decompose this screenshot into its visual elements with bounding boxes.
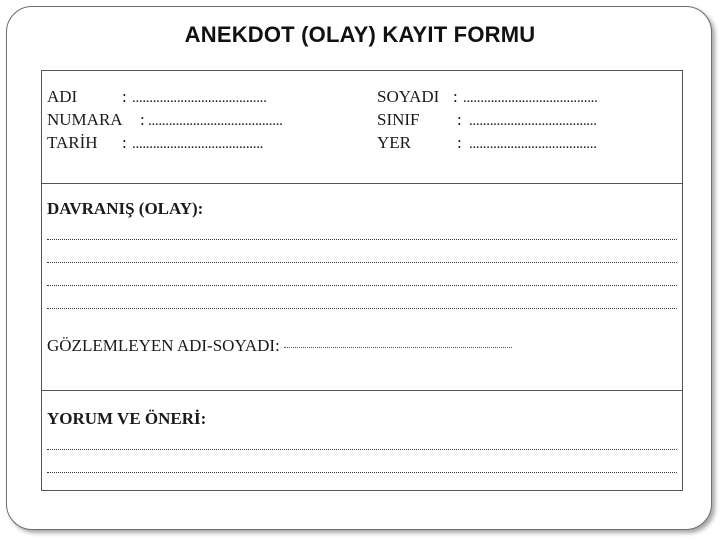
place-colon: : xyxy=(457,133,462,152)
anecdote-form xyxy=(41,70,683,491)
class-colon: : xyxy=(457,110,462,129)
behavior-line[interactable] xyxy=(47,308,677,309)
surname-row xyxy=(377,87,598,107)
surname-colon: : xyxy=(453,87,458,106)
name-row xyxy=(47,87,267,107)
surname-label: SOYADI xyxy=(377,87,440,106)
comment-section xyxy=(42,391,682,492)
behavior-line[interactable] xyxy=(47,285,677,286)
comment-line[interactable] xyxy=(47,449,677,450)
name-label: ADI xyxy=(47,87,78,106)
date-colon: : xyxy=(122,133,127,152)
observer-field[interactable] xyxy=(284,347,512,348)
number-field[interactable]: ....................................... xyxy=(148,113,283,129)
info-section xyxy=(42,71,682,184)
comment-heading: YORUM VE ÖNERİ: xyxy=(47,409,207,428)
place-row xyxy=(377,133,597,153)
date-field[interactable]: ...................................... xyxy=(132,136,264,152)
place-field[interactable]: ..................................... xyxy=(469,136,597,152)
number-label: NUMARA xyxy=(47,110,123,129)
number-colon: : xyxy=(140,110,145,129)
class-label: SINIF xyxy=(377,110,420,129)
observer-label: GÖZLEMLEYEN ADI-SOYADI: xyxy=(47,336,280,355)
date-label: TARİH xyxy=(47,133,98,152)
observer-row xyxy=(47,336,512,356)
date-row xyxy=(47,133,263,153)
place-label: YER xyxy=(377,133,411,152)
class-row xyxy=(377,110,597,130)
name-field[interactable]: ....................................... xyxy=(132,90,267,106)
behavior-heading: DAVRANIŞ (OLAY): xyxy=(47,199,204,218)
behavior-line[interactable] xyxy=(47,262,677,263)
name-colon: : xyxy=(122,87,127,106)
comment-line[interactable] xyxy=(47,472,677,473)
behavior-line[interactable] xyxy=(47,239,677,240)
class-field[interactable]: ..................................... xyxy=(469,113,597,129)
number-row xyxy=(47,110,283,130)
surname-field[interactable]: ....................................... xyxy=(463,90,598,106)
form-title: ANEKDOT (OLAY) KAYIT FORMU xyxy=(184,22,536,47)
behavior-section xyxy=(42,184,682,391)
